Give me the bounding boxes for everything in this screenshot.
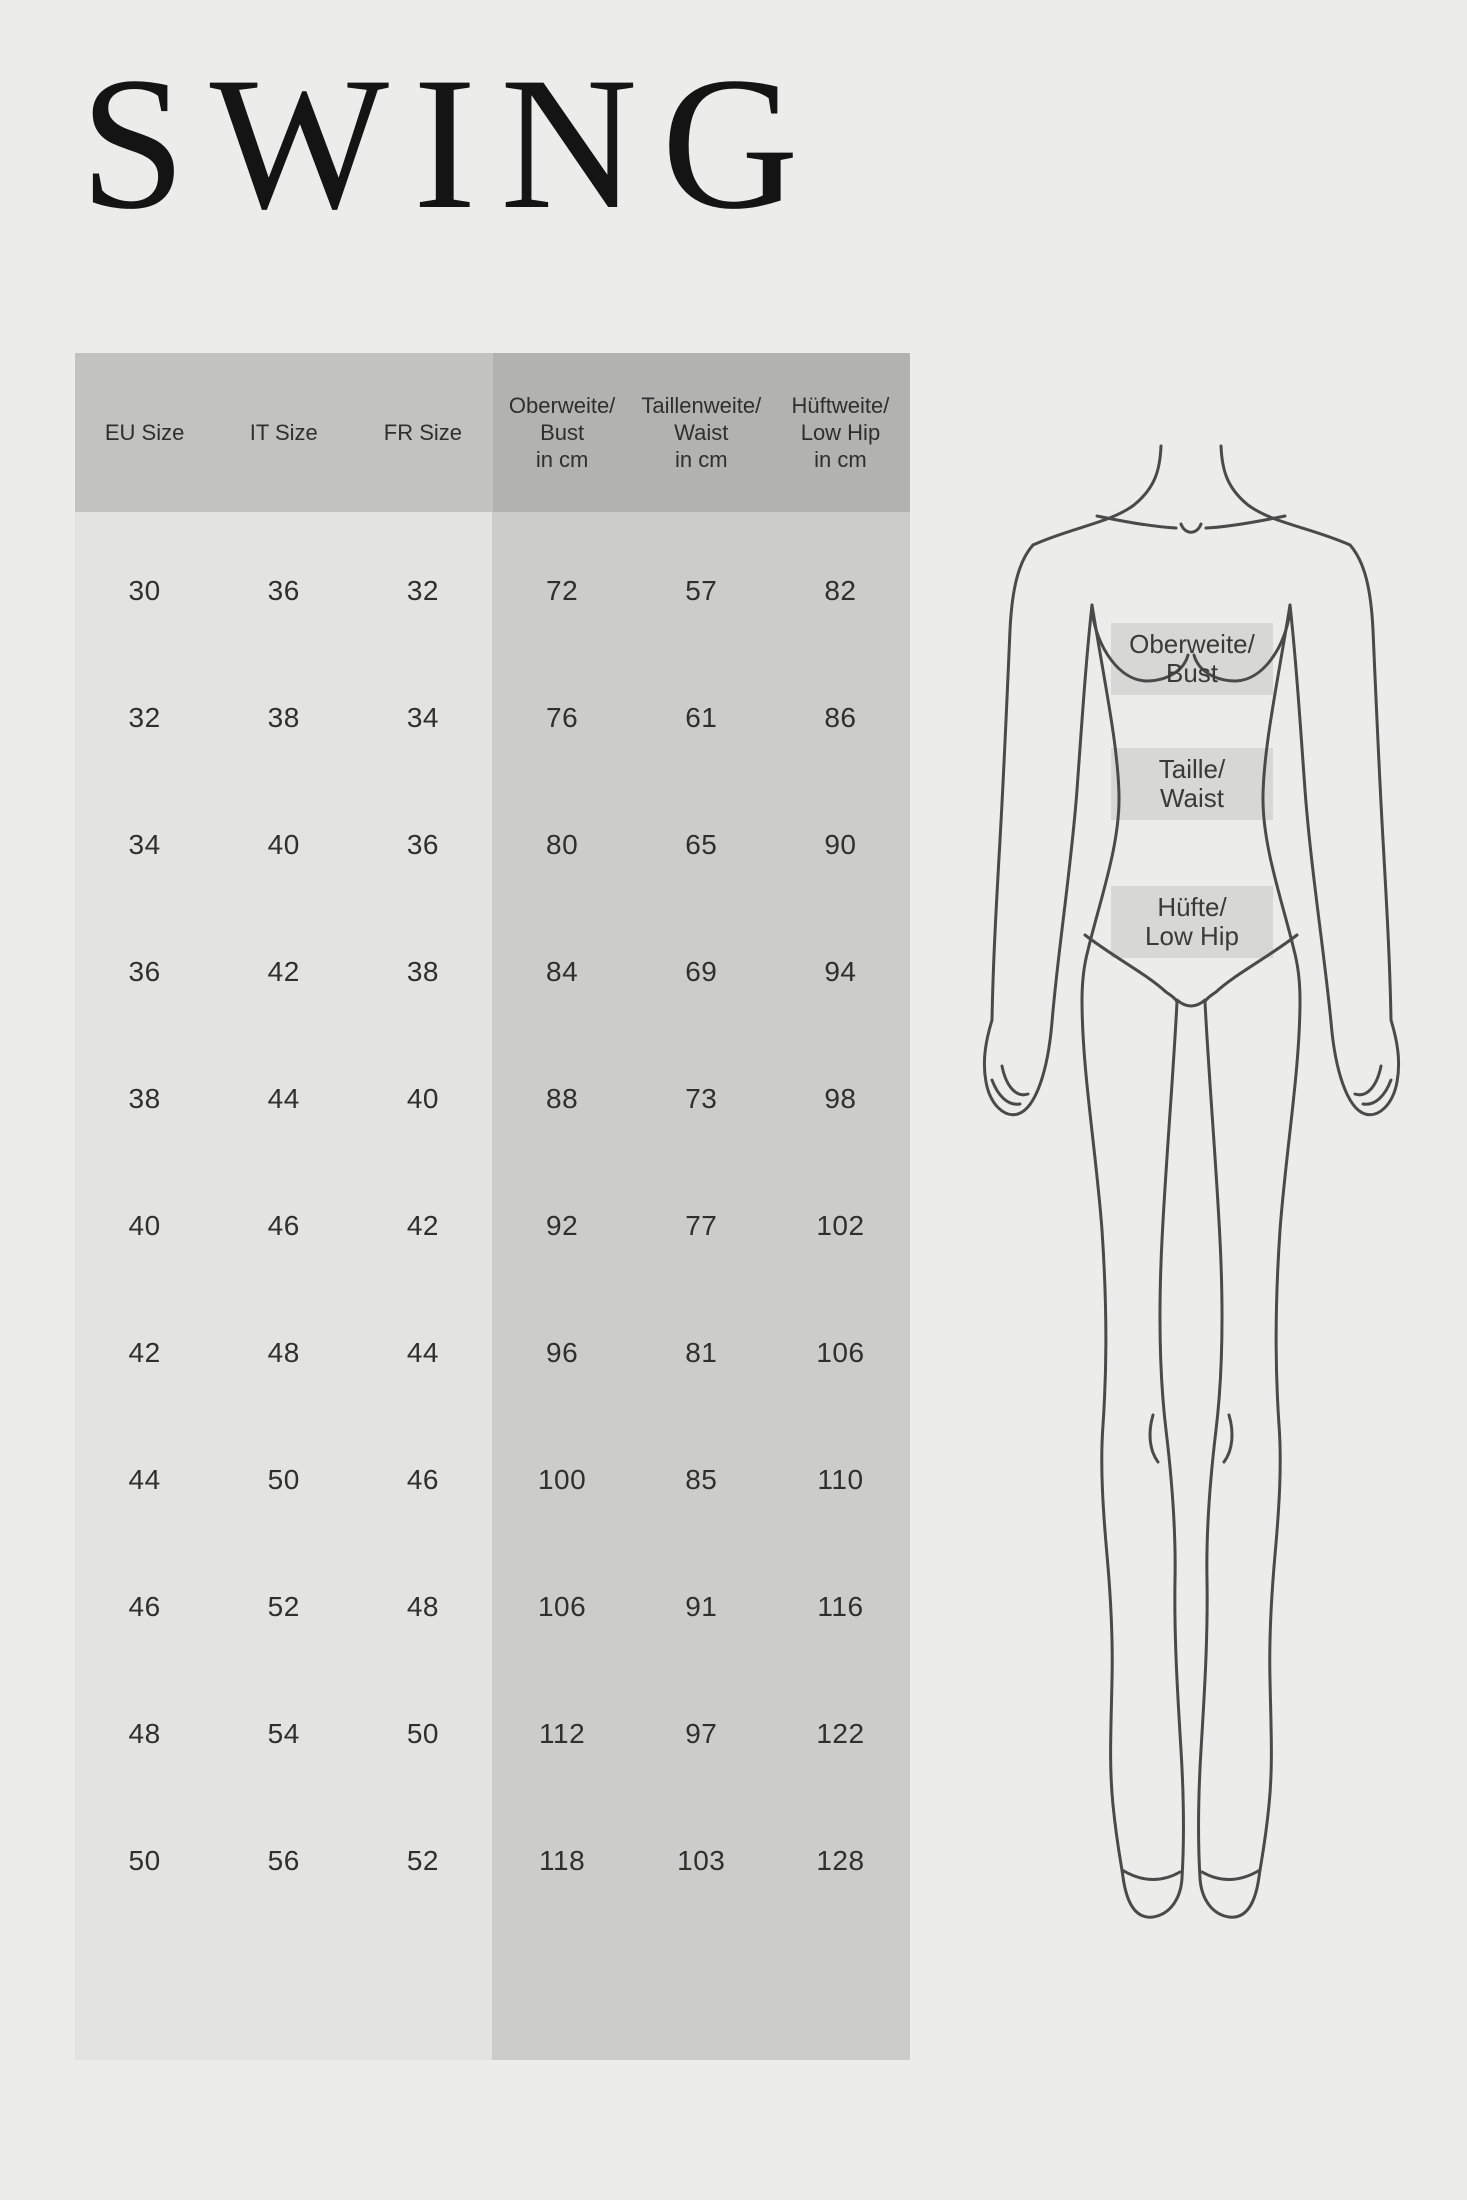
- table-row: [75, 1543, 910, 1670]
- table-cell: 42: [267, 955, 300, 987]
- table-cell: 44: [128, 1463, 161, 1495]
- table-cell: 52: [267, 1590, 300, 1622]
- table-cell: 52: [406, 1844, 439, 1876]
- table-cell: 98: [824, 1082, 857, 1114]
- table-cell: 38: [267, 701, 300, 733]
- table-cell: 46: [267, 1209, 300, 1241]
- table-row: [75, 527, 910, 654]
- table-row: [75, 1797, 910, 1924]
- table-header-row: [75, 353, 910, 512]
- table-cell: 34: [406, 701, 439, 733]
- table-cell: 44: [406, 1336, 439, 1368]
- column-header-1: [214, 353, 353, 512]
- table-cell: 96: [546, 1336, 579, 1368]
- table-cell: 118: [539, 1844, 586, 1876]
- body-outline-illustration: [980, 440, 1450, 1930]
- table-cell: 57: [685, 574, 718, 606]
- table-cell: 44: [267, 1082, 300, 1114]
- table-cell: 84: [546, 955, 579, 987]
- column-header-3: [493, 353, 632, 512]
- table-cell: 40: [406, 1082, 439, 1114]
- table-cell: 80: [546, 828, 579, 860]
- column-header-line: FR Size: [383, 420, 463, 445]
- table-cell: 46: [128, 1590, 161, 1622]
- table-cell: 91: [685, 1590, 718, 1622]
- waist-label-line1: Taille/: [1158, 754, 1226, 784]
- bust-label-line1: Oberweite/: [1129, 629, 1255, 659]
- table-row: [75, 1162, 910, 1289]
- table-cell: 116: [817, 1590, 864, 1622]
- table-cell: 50: [128, 1844, 161, 1876]
- table-cell: 42: [406, 1209, 439, 1241]
- table-cell: 54: [267, 1717, 300, 1749]
- table-cell: 48: [267, 1336, 300, 1368]
- table-cell: 50: [267, 1463, 300, 1495]
- table-cell: 65: [685, 828, 718, 860]
- column-header-line: Low Hip: [800, 420, 881, 445]
- table-cell: 48: [406, 1590, 439, 1622]
- table-cell: 122: [816, 1717, 865, 1749]
- bust-label-line2: Bust: [1165, 658, 1219, 688]
- table-cell: 61: [685, 701, 718, 733]
- table-cell: 32: [128, 701, 161, 733]
- table-cell: 86: [824, 701, 857, 733]
- table-cell: 73: [685, 1082, 718, 1114]
- column-header-line: in cm: [814, 447, 867, 472]
- bust-measure-label: [1111, 623, 1273, 695]
- table-cell: 97: [685, 1717, 718, 1749]
- waist-measure-label: [1111, 748, 1273, 820]
- table-row: [75, 1670, 910, 1797]
- table-row: [75, 1289, 910, 1416]
- table-cell: 48: [128, 1717, 161, 1749]
- column-header-line: in cm: [674, 447, 728, 472]
- hip-measure-label: [1111, 886, 1273, 958]
- column-header-line: Waist: [674, 420, 729, 445]
- table-cell: 81: [685, 1336, 718, 1368]
- column-header-5: [771, 353, 910, 512]
- column-header-line: Bust: [540, 420, 585, 445]
- table-cell: 128: [816, 1844, 865, 1876]
- table-cell: 106: [816, 1336, 865, 1368]
- table-cell: 72: [546, 574, 579, 606]
- size-table: [75, 353, 910, 2060]
- waist-label-line2: Waist: [1159, 783, 1225, 813]
- table-cell: 32: [406, 574, 439, 606]
- column-header-line: IT Size: [249, 420, 318, 445]
- column-header-line: Taillenweite/: [641, 393, 762, 418]
- table-row: [75, 1416, 910, 1543]
- table-cell: 106: [537, 1590, 587, 1622]
- table-cell: 56: [267, 1844, 300, 1876]
- table-cell: 38: [406, 955, 439, 987]
- table-cell: 42: [128, 1336, 161, 1368]
- column-header-0: [75, 353, 214, 512]
- table-cell: 76: [546, 701, 579, 733]
- column-header-line: Hüftweite/: [791, 393, 890, 418]
- table-cell: 40: [128, 1209, 161, 1241]
- column-header-2: [353, 353, 492, 512]
- column-header-line: in cm: [535, 447, 589, 472]
- table-cell: 46: [406, 1463, 439, 1495]
- table-cell: 110: [817, 1463, 864, 1495]
- table-cell: 92: [546, 1209, 579, 1241]
- table-cell: 30: [128, 574, 161, 606]
- table-cell: 90: [824, 828, 857, 860]
- table-row: [75, 1035, 910, 1162]
- table-row: [75, 908, 910, 1035]
- table-cell: 40: [267, 828, 300, 860]
- column-header-line: Oberweite/: [508, 393, 616, 418]
- hip-label-line2: Low Hip: [1145, 921, 1239, 951]
- table-cell: 94: [824, 955, 857, 987]
- table-cell: 100: [537, 1463, 587, 1495]
- table-row: [75, 654, 910, 781]
- column-header-line: EU Size: [104, 420, 185, 445]
- brand-logo: SWING: [80, 39, 823, 249]
- table-cell: 112: [539, 1717, 586, 1749]
- table-cell: 36: [406, 828, 439, 860]
- column-header-4: [632, 353, 771, 512]
- table-cell: 36: [267, 574, 300, 606]
- table-row: [75, 781, 910, 908]
- table-cell: 77: [685, 1209, 718, 1241]
- table-cell: 88: [546, 1082, 579, 1114]
- table-cell: 82: [824, 574, 857, 606]
- table-cell: 50: [406, 1717, 439, 1749]
- table-rows: [75, 512, 910, 1924]
- table-body: [75, 512, 910, 2060]
- table-cell: 38: [128, 1082, 161, 1114]
- hip-label-line1: Hüfte/: [1157, 892, 1227, 922]
- table-cell: 34: [128, 828, 161, 860]
- table-cell: 102: [816, 1209, 865, 1241]
- table-cell: 36: [128, 955, 161, 987]
- table-cell: 103: [677, 1844, 726, 1876]
- table-cell: 85: [685, 1463, 718, 1495]
- table-cell: 69: [685, 955, 718, 987]
